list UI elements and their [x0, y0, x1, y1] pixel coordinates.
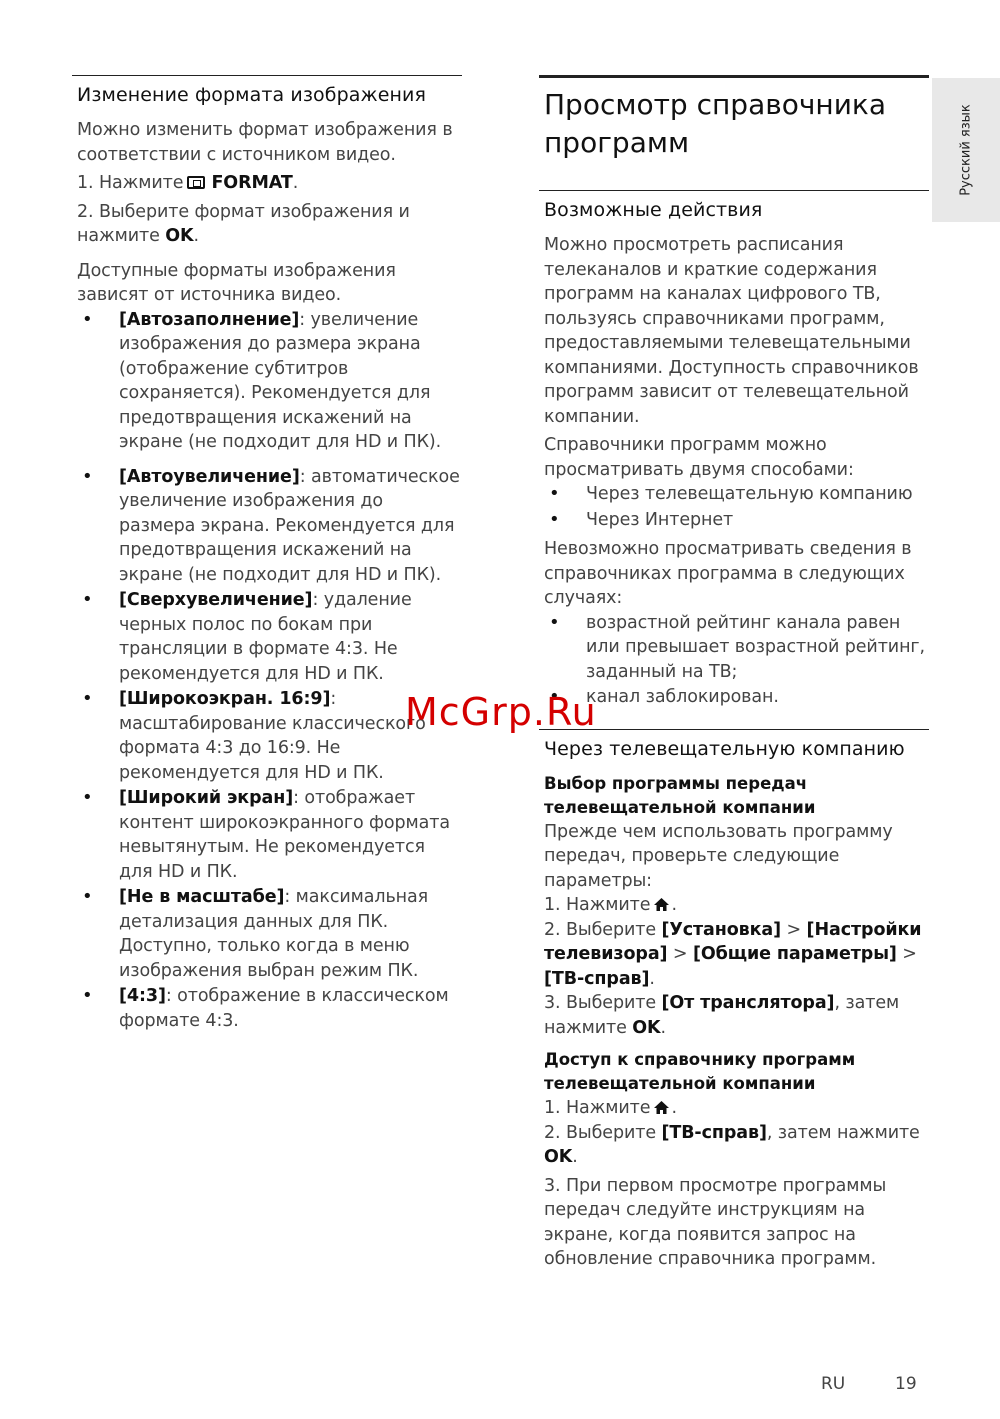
- step-end: .: [660, 1017, 666, 1038]
- guide-ways-intro: Справочники программ можно просматривать двумя способами:: [544, 435, 854, 480]
- format-desc: : отображение в классическом формате 4:3.: [119, 986, 449, 1031]
- picture-format-heading: Изменение формата изображения: [77, 84, 427, 106]
- list-item: [72, 687, 462, 785]
- format-name: [Широкоэкран. 16:9]: [119, 689, 331, 709]
- home-icon: [653, 1100, 670, 1115]
- section-rule: [72, 75, 462, 76]
- step-text: 2. Выберите формат изображения и нажмите: [77, 201, 410, 246]
- footer-lang: RU: [821, 1374, 846, 1394]
- list-item: • возрастной рейтинг канала равен или превышает возрастной рейтинг, заданный на ТВ;: [539, 611, 929, 685]
- select-step-2: [544, 918, 929, 992]
- menu-general: [Общие параметры]: [692, 944, 897, 964]
- step-text: 1. Нажмите: [544, 1098, 651, 1118]
- language-side-tab: [932, 78, 1000, 222]
- ok-key: OK: [165, 226, 194, 246]
- guide-restrictions-intro: Невозможно просматривать сведения в справочниках программа в следующих случаях:: [544, 539, 912, 608]
- picture-format-intro: Можно изменить формат изображения в соответствии с источником видео.: [77, 120, 453, 165]
- step-text: 2. Выберите: [544, 1122, 656, 1143]
- format-step-1: [77, 171, 462, 196]
- list-item: [72, 588, 462, 686]
- format-desc: : максимальная детализация данных для ПК. Доступно, только когда в меню изображения выбран режим ПК.: [119, 887, 429, 981]
- title-rule: [539, 75, 929, 78]
- list-item: • канал заблокирован.: [539, 685, 929, 710]
- step-end: .: [671, 1098, 677, 1118]
- format-icon: [187, 176, 205, 189]
- format-name: [Автоувеличение]: [119, 466, 300, 487]
- home-icon: [653, 897, 670, 912]
- menu-tv-guide: [ТВ-справ]: [544, 968, 650, 989]
- section-rule: [539, 190, 929, 191]
- cases-list: [539, 611, 929, 710]
- step-text: 1. Нажмите: [544, 895, 651, 915]
- list-item: [72, 984, 462, 1033]
- format-desc: : увеличение изображения до размера экрана (отображение субтитров сохраняется). Рекомендуется для предотвращения искажений на экране (не подходит для HD и ПК).: [119, 309, 442, 452]
- format-name: [Сверхувеличение]: [119, 590, 313, 610]
- menu-setup: [Установка]: [661, 919, 782, 940]
- format-desc: : отображает контент широкоэкранного формата невытянутым. Не рекомендуется для HD и ПК.: [119, 788, 450, 882]
- menu-tv-settings: [Настройки телевизора]: [544, 919, 922, 964]
- ok-key: OK: [632, 1017, 661, 1038]
- step-text: , затем нажмите: [544, 993, 900, 1038]
- step-end: .: [671, 895, 677, 915]
- select-step-1: [544, 893, 929, 918]
- step-text: 2. Выберите: [544, 919, 656, 940]
- step-end: .: [649, 968, 655, 989]
- page-title: Просмотр справочника программ: [544, 88, 886, 159]
- format-name: [Автозаполнение]: [119, 309, 300, 330]
- list-item: [72, 885, 462, 983]
- format-desc: : масштабирование классического формата 4:3 до 16:9. Не рекомендуется для HD и ПК.: [119, 689, 426, 783]
- step-end: .: [572, 1147, 578, 1167]
- menu-from-broadcaster: [От транслятора]: [661, 993, 835, 1013]
- broadcaster-guide-access-heading: Доступ к справочнику программ телевещательной компании: [544, 1050, 856, 1093]
- left-column: [72, 75, 462, 1034]
- broadcaster-heading: Через телевещательную компанию: [544, 737, 905, 760]
- step-end: .: [292, 173, 299, 193]
- possible-actions-heading: Возможные действия: [544, 199, 763, 221]
- format-desc: : автоматическое увеличение изображения до размера экрана. Рекомендуется для предотвращения искажений на экране (не подходит для HD и ПК).: [119, 466, 460, 585]
- list-item: • Через Интернет: [539, 508, 929, 533]
- format-desc: : удаление черных полос по бокам при трансляции в формате 4:3. Не рекомендуется для HD и ПК.: [119, 590, 412, 684]
- guide-intro: Можно просмотреть расписания телеканалов и краткие содержания программ на каналах цифрового ТВ, пользуясь справочниками программ, предоставляемыми телевещательными компаниями. Доступность справочников программ зависит от телевещательной компании.: [544, 235, 919, 427]
- page-number: 19: [895, 1374, 917, 1394]
- step-end: .: [193, 226, 199, 246]
- format-step-2: [77, 200, 462, 249]
- available-formats-text: Доступные форматы изображения зависят от источника видео.: [77, 260, 396, 305]
- watermark: McGrp.Ru: [405, 690, 597, 734]
- section-rule: [539, 729, 929, 730]
- access-step-1: [544, 1096, 929, 1121]
- list-item: [72, 308, 462, 455]
- language-side-tab-label: Русский язык: [958, 104, 974, 196]
- menu-tv-guide: [ТВ-справ]: [661, 1122, 767, 1143]
- separator: >: [781, 919, 807, 940]
- format-list: [72, 308, 462, 1034]
- ways-list: [539, 482, 929, 532]
- right-column: [539, 75, 929, 1272]
- ok-key: OK: [544, 1147, 573, 1167]
- step-text: 3. Выберите: [544, 993, 656, 1013]
- list-item: [72, 465, 462, 588]
- format-name: [4:3]: [119, 986, 166, 1006]
- format-name: [Не в масштабе]: [119, 887, 285, 907]
- step-text: , затем нажмите: [766, 1122, 920, 1143]
- select-step-3: [544, 991, 929, 1040]
- format-name: [Широкий экран]: [119, 788, 294, 808]
- format-key: FORMAT: [211, 173, 293, 193]
- separator: >: [667, 944, 693, 964]
- access-step-2: [544, 1121, 929, 1170]
- separator: >: [896, 944, 917, 964]
- list-item: • Через телевещательную компанию: [539, 482, 929, 507]
- step-text: 1. Нажмите: [77, 173, 184, 193]
- broadcaster-guide-intro: Прежде чем использовать программу передач, проверьте следующие параметры:: [544, 821, 893, 891]
- list-item: [72, 786, 462, 884]
- access-step-3: 3. При первом просмотре программы передач следуйте инструкциям на экране, когда появится запрос на обновление справочника программ.: [544, 1175, 887, 1269]
- broadcaster-guide-select-heading: Выбор программы передач телевещательной компании: [544, 773, 816, 817]
